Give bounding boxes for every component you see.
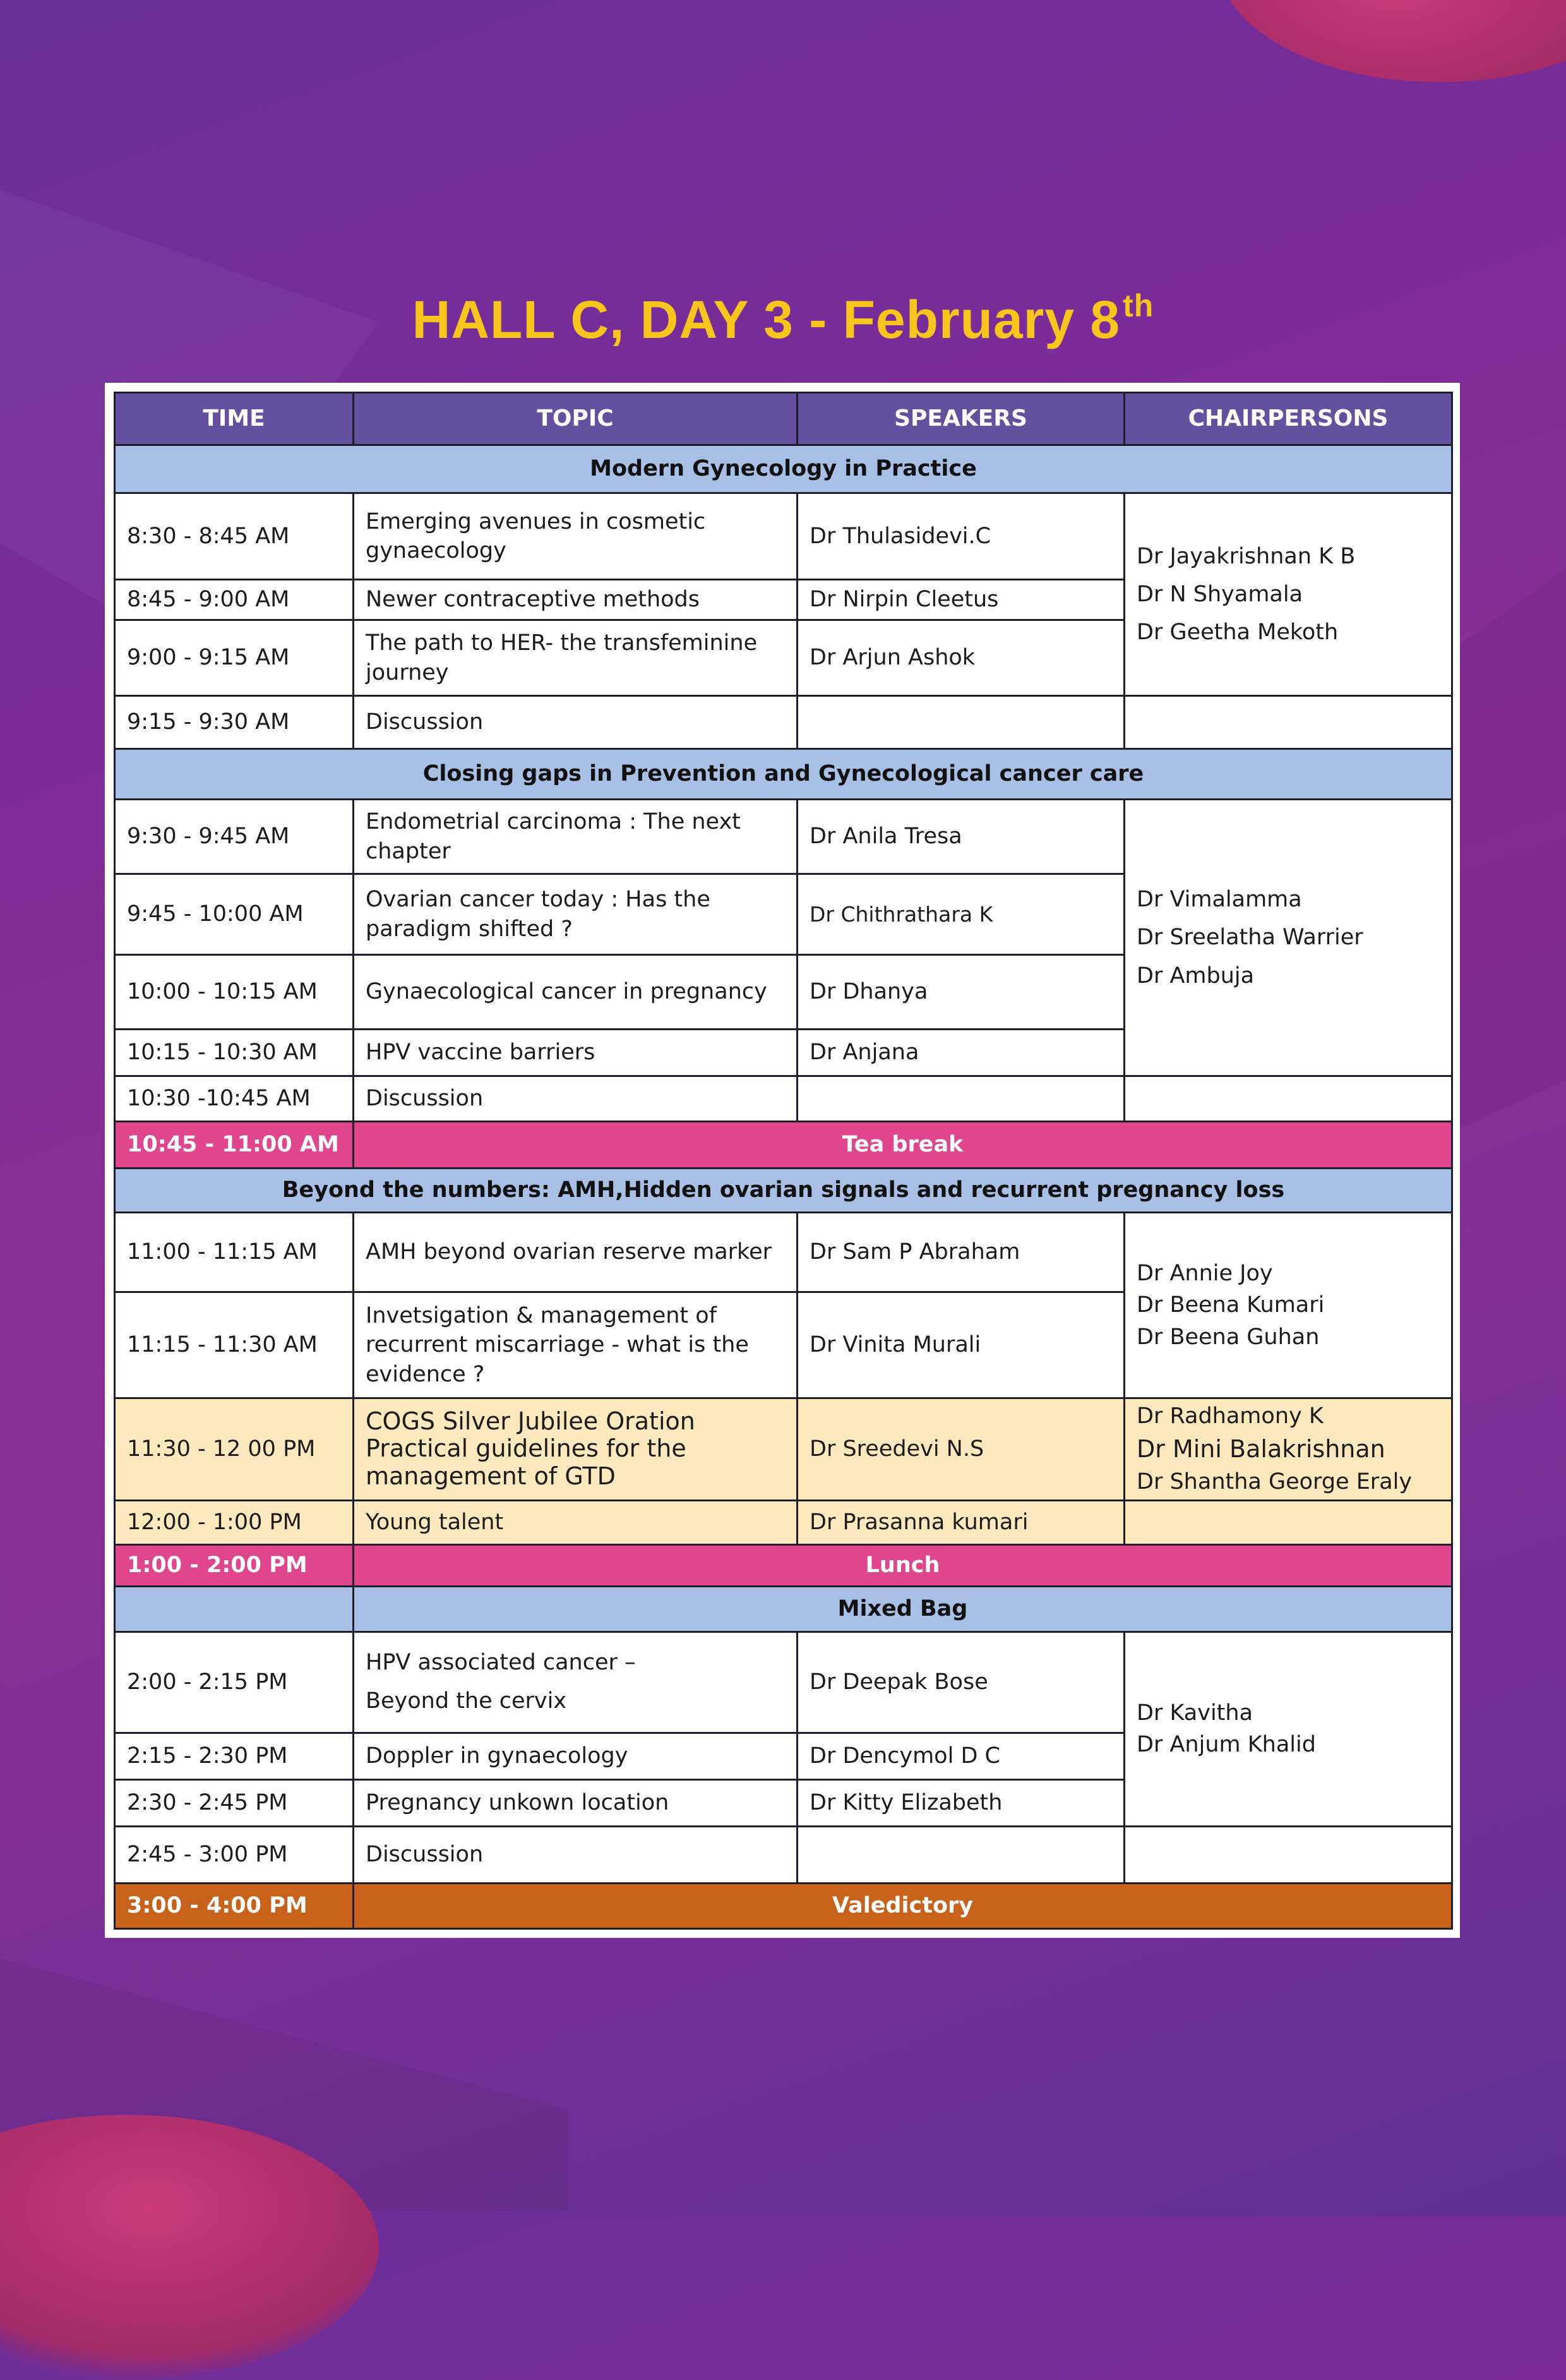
speaker-cell: Dr Dhanya [798, 955, 1125, 1030]
chairperson-name: Dr Beena Guhan [1137, 1324, 1320, 1350]
speaker-cell [798, 1076, 1125, 1122]
time-cell: 8:30 - 8:45 AM [115, 493, 354, 580]
chairpersons-cell [1125, 1500, 1452, 1544]
topic-cell: Young talent [354, 1500, 798, 1544]
chairperson-name: Dr Sreelatha Warrier [1137, 925, 1363, 951]
table-row [115, 1632, 1452, 1733]
topic-line: COGS Silver Jubilee Oration [366, 1407, 695, 1435]
chairperson-name: Dr Vimalamma [1137, 887, 1302, 913]
table-row [115, 696, 1452, 749]
section-heading-row [115, 1169, 1452, 1213]
time-cell: 10:30 -10:45 AM [115, 1076, 354, 1122]
section-heading: Closing gaps in Prevention and Gynecological cancer care [115, 749, 1452, 800]
topic-line: Practical guidelines for the [366, 1434, 686, 1463]
time-cell: 12:00 - 1:00 PM [115, 1500, 354, 1544]
chairperson-name: Dr Annie Joy [1137, 1261, 1273, 1287]
chairperson-name: Dr Radhamony K [1137, 1403, 1324, 1429]
valedictory-row [115, 1883, 1452, 1928]
time-cell: 2:45 - 3:00 PM [115, 1826, 354, 1883]
time-cell: 11:00 - 11:15 AM [115, 1213, 354, 1292]
chairpersons-cell [1125, 1213, 1452, 1398]
speaker-cell: Dr Anila Tresa [798, 800, 1125, 874]
topic-cell: Endometrial carcinoma : The next chapter [354, 800, 798, 874]
table-row [115, 1500, 1452, 1544]
header-time: TIME [115, 393, 354, 445]
tea-break-row [115, 1122, 1452, 1169]
chairpersons-cell [1125, 696, 1452, 749]
time-cell: 10:00 - 10:15 AM [115, 955, 354, 1030]
chairperson-name: Dr Anjum Khalid [1137, 1732, 1316, 1758]
table-row [115, 1826, 1452, 1883]
break-label: Lunch [354, 1544, 1452, 1586]
table-row [115, 493, 1452, 580]
chairpersons-cell [1125, 800, 1452, 1076]
page-title-superscript: th [1123, 288, 1154, 323]
time-cell: 8:45 - 9:00 AM [115, 580, 354, 620]
chairperson-name: Dr Mini Balakrishnan [1137, 1435, 1385, 1463]
chairperson-name: Dr Beena Kumari [1137, 1292, 1325, 1318]
time-cell: 9:15 - 9:30 AM [115, 696, 354, 749]
speaker-cell: Dr Prasanna kumari [798, 1500, 1125, 1544]
section-heading-blank [115, 1586, 354, 1632]
decorative-blob-top-right [1219, 0, 1566, 82]
topic-cell: Doppler in gynaecology [354, 1733, 798, 1779]
schedule-card [105, 383, 1460, 1938]
chairpersons-cell [1125, 493, 1452, 696]
header-chairpersons: CHAIRPERSONS [1125, 393, 1452, 445]
chairpersons-cell [1125, 1076, 1452, 1122]
section-heading: Mixed Bag [354, 1586, 1452, 1632]
topic-cell: Invetsigation & management of recurrent miscarriage - what is the evidence ? [354, 1292, 798, 1398]
chairpersons-cell [1125, 1632, 1452, 1826]
chairperson-name: Dr Jayakrishnan K B [1137, 543, 1356, 569]
chairperson-name: Dr Geetha Mekoth [1137, 620, 1339, 646]
speaker-cell: Dr Dencymol D C [798, 1733, 1125, 1779]
valedictory-label: Valedictory [354, 1883, 1452, 1928]
time-cell: 9:30 - 9:45 AM [115, 800, 354, 874]
time-cell: 2:00 - 2:15 PM [115, 1632, 354, 1733]
speaker-cell: Dr Kitty Elizabeth [798, 1779, 1125, 1826]
topic-cell: Pregnancy unkown location [354, 1779, 798, 1826]
speaker-cell: Dr Sam P Abraham [798, 1213, 1125, 1292]
section-heading-row [115, 749, 1452, 800]
topic-cell: Discussion [354, 1826, 798, 1883]
page-title [0, 287, 1566, 351]
time-cell: 9:00 - 9:15 AM [115, 620, 354, 696]
speaker-cell: Dr Arjun Ashok [798, 620, 1125, 696]
table-row [115, 800, 1452, 874]
header-speakers: SPEAKERS [798, 393, 1125, 445]
oration-row [115, 1398, 1452, 1501]
topic-line: Beyond the cervix [366, 1688, 567, 1714]
time-cell: 11:15 - 11:30 AM [115, 1292, 354, 1398]
time-cell: 1:00 - 2:00 PM [115, 1544, 354, 1586]
chairpersons-cell [1125, 1398, 1452, 1501]
section-heading-row [115, 1586, 1452, 1632]
speaker-cell [798, 1826, 1125, 1883]
topic-cell: Discussion [354, 696, 798, 749]
topic-cell: The path to HER- the transfeminine journey [354, 620, 798, 696]
table-row [115, 1076, 1452, 1122]
time-cell: 3:00 - 4:00 PM [115, 1883, 354, 1928]
topic-cell: Gynaecological cancer in pregnancy [354, 955, 798, 1030]
table-header-row [115, 393, 1452, 445]
break-label: Tea break [354, 1122, 1452, 1169]
topic-cell: Emerging avenues in cosmetic gynaecology [354, 493, 798, 580]
speaker-cell [798, 696, 1125, 749]
topic-line: HPV associated cancer – [366, 1649, 636, 1675]
chairperson-name: Dr N Shyamala [1137, 581, 1303, 607]
speaker-cell: Dr Anjana [798, 1030, 1125, 1076]
topic-cell: Discussion [354, 1076, 798, 1122]
speaker-cell: Dr Vinita Murali [798, 1292, 1125, 1398]
time-cell: 10:15 - 10:30 AM [115, 1030, 354, 1076]
page-title-text: HALL C, DAY 3 - February 8 [412, 290, 1121, 349]
speaker-cell: Dr Sreedevi N.S [798, 1398, 1125, 1501]
header-topic: TOPIC [354, 393, 798, 445]
time-cell: 2:15 - 2:30 PM [115, 1733, 354, 1779]
section-heading: Modern Gynecology in Practice [115, 445, 1452, 493]
topic-cell [354, 1398, 798, 1501]
chairperson-name: Dr Ambuja [1137, 963, 1255, 989]
lunch-row [115, 1544, 1452, 1586]
chairperson-name: Dr Shantha George Eraly [1137, 1469, 1413, 1495]
speaker-cell: Dr Thulasidevi.C [798, 493, 1125, 580]
decorative-blob-bottom-left [0, 2115, 379, 2380]
time-cell: 11:30 - 12 00 PM [115, 1398, 354, 1501]
background-facet [0, 1958, 568, 2211]
section-heading-row [115, 445, 1452, 493]
section-heading: Beyond the numbers: AMH,Hidden ovarian signals and recurrent pregnancy loss [115, 1169, 1452, 1213]
topic-cell: AMH beyond ovarian reserve marker [354, 1213, 798, 1292]
chairperson-name: Dr Kavitha [1137, 1700, 1253, 1726]
time-cell: 10:45 - 11:00 AM [115, 1122, 354, 1169]
topic-cell: HPV vaccine barriers [354, 1030, 798, 1076]
time-cell: 2:30 - 2:45 PM [115, 1779, 354, 1826]
time-cell: 9:45 - 10:00 AM [115, 874, 354, 955]
speaker-cell: Dr Nirpin Cleetus [798, 580, 1125, 620]
topic-line: management of GTD [366, 1462, 616, 1491]
table-row [115, 1213, 1452, 1292]
speaker-cell: Dr Deepak Bose [798, 1632, 1125, 1733]
topic-cell [354, 1632, 798, 1733]
speaker-cell: Dr Chithrathara K [798, 874, 1125, 955]
topic-cell: Newer contraceptive methods [354, 580, 798, 620]
schedule-table [114, 392, 1453, 1930]
chairpersons-cell [1125, 1826, 1452, 1883]
topic-cell: Ovarian cancer today : Has the paradigm shifted ? [354, 874, 798, 955]
